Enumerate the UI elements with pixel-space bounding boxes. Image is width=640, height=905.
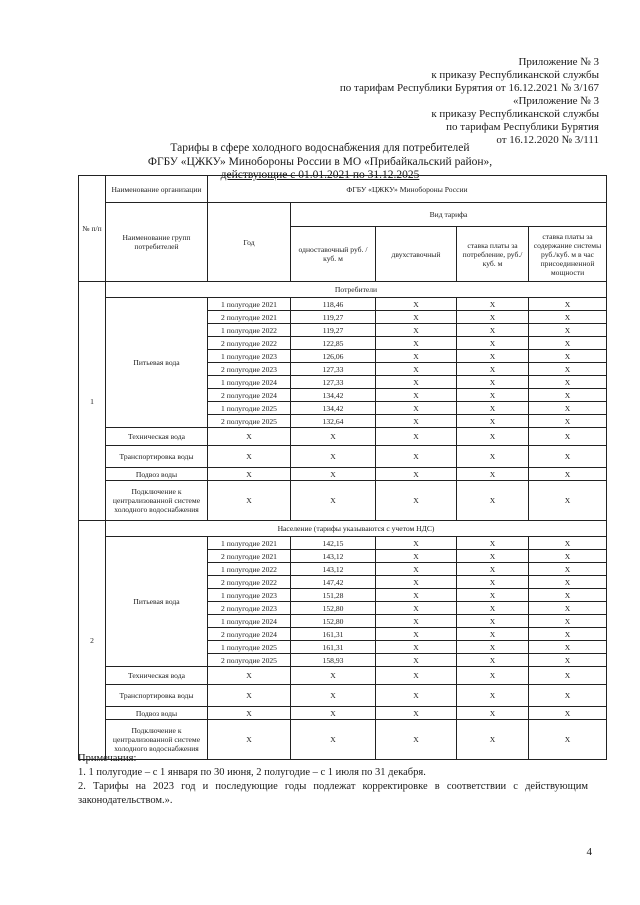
one-part-tariff-cell: X [291,667,376,685]
rate-consumption-cell: X [457,641,529,654]
rate-capacity-cell: X [529,324,607,337]
one-part-tariff-cell: 126,06 [291,350,376,363]
two-part-tariff-cell: X [376,654,457,667]
rate-consumption-cell: X [457,468,529,481]
rate-capacity-cell: X [529,550,607,563]
period-cell: 1 полугодие 2021 [208,537,291,550]
period-cell: 2 полугодие 2022 [208,337,291,350]
two-part-tariff-cell: X [376,563,457,576]
table-row [79,298,607,311]
two-part-tariff-cell: X [376,389,457,402]
two-part-tariff-cell: X [376,468,457,481]
period-cell: 2 полугодие 2023 [208,602,291,615]
one-part-tariff-cell: X [291,481,376,521]
rate-consumption-cell: X [457,563,529,576]
period-cell: 1 полугодие 2022 [208,563,291,576]
header-line: Приложение № 3 [518,56,599,68]
one-part-tariff-cell: 119,27 [291,324,376,337]
header-line: от 16.12.2020 № 3/111 [496,134,599,146]
rate-capacity-cell: X [529,389,607,402]
rate-capacity-cell: X [529,468,607,481]
table-row [79,537,607,550]
rate-consumption-cell: X [457,628,529,641]
rate-consumption-cell: X [457,298,529,311]
col-rate-capacity-header: ставка платы за содержание системы руб./куб. м в час присоединенной мощности [529,227,607,282]
org-name: ФГБУ «ЦЖКУ» Минобороны России [208,176,607,203]
one-part-tariff-cell: 151,28 [291,589,376,602]
period-cell: 2 полугодие 2023 [208,363,291,376]
one-part-tariff-cell: 122,85 [291,337,376,350]
one-part-tariff-cell: X [291,720,376,760]
rate-consumption-cell: X [457,376,529,389]
two-part-tariff-cell: X [376,602,457,615]
two-part-tariff-cell: X [376,324,457,337]
consumer-group: Техническая вода [106,428,208,446]
consumer-group: Подключение к централизованной системе холодного водоснабжения [106,720,208,760]
rate-capacity-cell: X [529,615,607,628]
one-part-tariff-cell: X [291,685,376,707]
rate-capacity-cell: X [529,537,607,550]
two-part-tariff-cell: X [376,589,457,602]
rate-consumption-cell: X [457,311,529,324]
period-cell: X [208,468,291,481]
two-part-tariff-cell: X [376,363,457,376]
period-cell: X [208,707,291,720]
one-part-tariff-cell: 152,80 [291,602,376,615]
notes-heading: Примечания: [78,753,137,764]
two-part-tariff-cell: X [376,337,457,350]
period-cell: 2 полугодие 2025 [208,654,291,667]
one-part-tariff-cell: 142,15 [291,537,376,550]
one-part-tariff-cell: 158,93 [291,654,376,667]
table-row [79,481,607,521]
period-cell: 1 полугодие 2025 [208,402,291,415]
two-part-tariff-cell: X [376,641,457,654]
rate-capacity-cell: X [529,428,607,446]
consumer-group: Транспортировка воды [106,685,208,707]
col-rate-consumption-header: ставка платы за потребление, руб./ куб. м [457,227,529,282]
period-cell: 1 полугодие 2024 [208,376,291,389]
consumer-group: Подключение к централизованной системе холодного водоснабжения [106,481,208,521]
rate-consumption-cell: X [457,615,529,628]
period-cell: 1 полугодие 2023 [208,350,291,363]
rate-consumption-cell: X [457,350,529,363]
table-row [79,428,607,446]
period-cell: X [208,685,291,707]
rate-capacity-cell: X [529,446,607,468]
consumer-group: Подвоз воды [106,707,208,720]
rate-capacity-cell: X [529,563,607,576]
section-header-row [79,282,607,298]
two-part-tariff-cell: X [376,628,457,641]
table-row [79,667,607,685]
section-header: Потребители [106,282,607,298]
rate-capacity-cell: X [529,720,607,760]
period-cell: X [208,720,291,760]
section-header-row [79,521,607,537]
consumer-group: Подвоз воды [106,468,208,481]
rate-consumption-cell: X [457,389,529,402]
rate-capacity-cell: X [529,350,607,363]
appendix-header [340,56,599,147]
rate-capacity-cell: X [529,311,607,324]
rate-capacity-cell: X [529,589,607,602]
period-cell: 2 полугодие 2022 [208,576,291,589]
rate-consumption-cell: X [457,550,529,563]
period-cell: 2 полугодие 2024 [208,628,291,641]
one-part-tariff-cell: 143,12 [291,550,376,563]
one-part-tariff-cell: 147,42 [291,576,376,589]
rate-capacity-cell: X [529,415,607,428]
period-cell: 2 полугодие 2024 [208,389,291,402]
period-cell: 1 полугодие 2023 [208,589,291,602]
rate-capacity-cell: X [529,576,607,589]
col-year-header: Год [208,203,291,282]
col-number-header: № п/п [79,176,106,282]
rate-consumption-cell: X [457,602,529,615]
rate-consumption-cell: X [457,324,529,337]
rate-capacity-cell: X [529,363,607,376]
rate-capacity-cell: X [529,602,607,615]
one-part-tariff-cell: 134,42 [291,402,376,415]
title-line: ФГБУ «ЦЖКУ» Минобороны России в МО «Прибайкальский район», [147,155,493,168]
rate-capacity-cell: X [529,402,607,415]
tariff-table [78,175,607,760]
consumer-group: Техническая вода [106,667,208,685]
header-line: к приказу Республиканской службы [431,108,599,120]
period-cell: 2 полугодие 2021 [208,311,291,324]
rate-consumption-cell: X [457,446,529,468]
two-part-tariff-cell: X [376,428,457,446]
rate-consumption-cell: X [457,576,529,589]
col-groups-header: Наименование групп потребителей [106,203,208,282]
two-part-tariff-cell: X [376,685,457,707]
section-header: Население (тарифы указываются с учетом НДС) [106,521,607,537]
header-line: по тарифам Республики Бурятия от 16.12.2021 № 3/167 [339,82,599,94]
rate-capacity-cell: X [529,628,607,641]
note-item: 2. Тарифы на 2023 год и последующие годы подлежат корректировке в соответствии с действующим законодательством.». [78,781,588,806]
one-part-tariff-cell: X [291,446,376,468]
header-line: к приказу Республиканской службы [431,69,599,81]
rate-consumption-cell: X [457,589,529,602]
one-part-tariff-cell: 134,42 [291,389,376,402]
col-org-header: Наименование организации [106,176,208,203]
title-line: действующие с 01.01.2021 по 31.12.2025 [220,169,420,181]
period-cell: X [208,481,291,521]
header-line: «Приложение № 3 [512,95,599,107]
rate-capacity-cell: X [529,376,607,389]
two-part-tariff-cell: X [376,446,457,468]
rate-capacity-cell: X [529,641,607,654]
rate-consumption-cell: X [457,720,529,760]
period-cell: 1 полугодие 2021 [208,298,291,311]
one-part-tariff-cell: 118,46 [291,298,376,311]
rate-capacity-cell: X [529,707,607,720]
rate-capacity-cell: X [529,481,607,521]
section-number: 1 [79,282,106,521]
two-part-tariff-cell: X [376,311,457,324]
two-part-tariff-cell: X [376,707,457,720]
one-part-tariff-cell: 161,31 [291,628,376,641]
period-cell: 1 полугодие 2024 [208,615,291,628]
two-part-tariff-cell: X [376,550,457,563]
rate-capacity-cell: X [529,298,607,311]
one-part-tariff-cell: 152,80 [291,615,376,628]
period-cell: X [208,428,291,446]
rate-consumption-cell: X [457,337,529,350]
one-part-tariff-cell: X [291,468,376,481]
col-two-part-header: двухставочный [376,227,457,282]
one-part-tariff-cell: X [291,428,376,446]
period-cell: X [208,446,291,468]
rate-consumption-cell: X [457,685,529,707]
one-part-tariff-cell: 132,64 [291,415,376,428]
table-row [79,707,607,720]
two-part-tariff-cell: X [376,402,457,415]
table-row [79,685,607,707]
rate-consumption-cell: X [457,363,529,376]
period-cell: 2 полугодие 2021 [208,550,291,563]
col-one-part-header: одноставочный руб. / куб. м [291,227,376,282]
rate-consumption-cell: X [457,667,529,685]
rate-consumption-cell: X [457,415,529,428]
one-part-tariff-cell: 127,33 [291,363,376,376]
period-cell: 1 полугодие 2025 [208,641,291,654]
two-part-tariff-cell: X [376,576,457,589]
consumer-group: Транспортировка воды [106,446,208,468]
two-part-tariff-cell: X [376,376,457,389]
one-part-tariff-cell: X [291,707,376,720]
notes [78,752,588,808]
one-part-tariff-cell: 143,12 [291,563,376,576]
one-part-tariff-cell: 161,31 [291,641,376,654]
one-part-tariff-cell: 127,33 [291,376,376,389]
two-part-tariff-cell: X [376,720,457,760]
one-part-tariff-cell: 119,27 [291,311,376,324]
consumer-group: Питьевая вода [106,537,208,667]
rate-consumption-cell: X [457,537,529,550]
rate-capacity-cell: X [529,654,607,667]
col-kind-header: Вид тарифа [291,203,607,227]
period-cell: 2 полугодие 2025 [208,415,291,428]
table-row [79,468,607,481]
rate-consumption-cell: X [457,707,529,720]
two-part-tariff-cell: X [376,481,457,521]
header-line: по тарифам Республики Бурятия [446,121,599,133]
two-part-tariff-cell: X [376,667,457,685]
rate-capacity-cell: X [529,337,607,350]
rate-consumption-cell: X [457,428,529,446]
rate-capacity-cell: X [529,667,607,685]
consumer-group: Питьевая вода [106,298,208,428]
two-part-tariff-cell: X [376,350,457,363]
two-part-tariff-cell: X [376,415,457,428]
section-number: 2 [79,521,106,760]
rate-consumption-cell: X [457,402,529,415]
two-part-tariff-cell: X [376,537,457,550]
two-part-tariff-cell: X [376,615,457,628]
period-cell: 1 полугодие 2022 [208,324,291,337]
page-number: 4 [586,846,592,858]
rate-consumption-cell: X [457,654,529,667]
note-item: 1. 1 полугодие – с 1 января по 30 июня, 2 полугодие – с 1 июля по 31 декабря. [78,767,426,778]
title-line: Тарифы в сфере холодного водоснабжения для потребителей [170,142,470,154]
rate-capacity-cell: X [529,685,607,707]
two-part-tariff-cell: X [376,298,457,311]
period-cell: X [208,667,291,685]
rate-consumption-cell: X [457,481,529,521]
table-row [79,446,607,468]
